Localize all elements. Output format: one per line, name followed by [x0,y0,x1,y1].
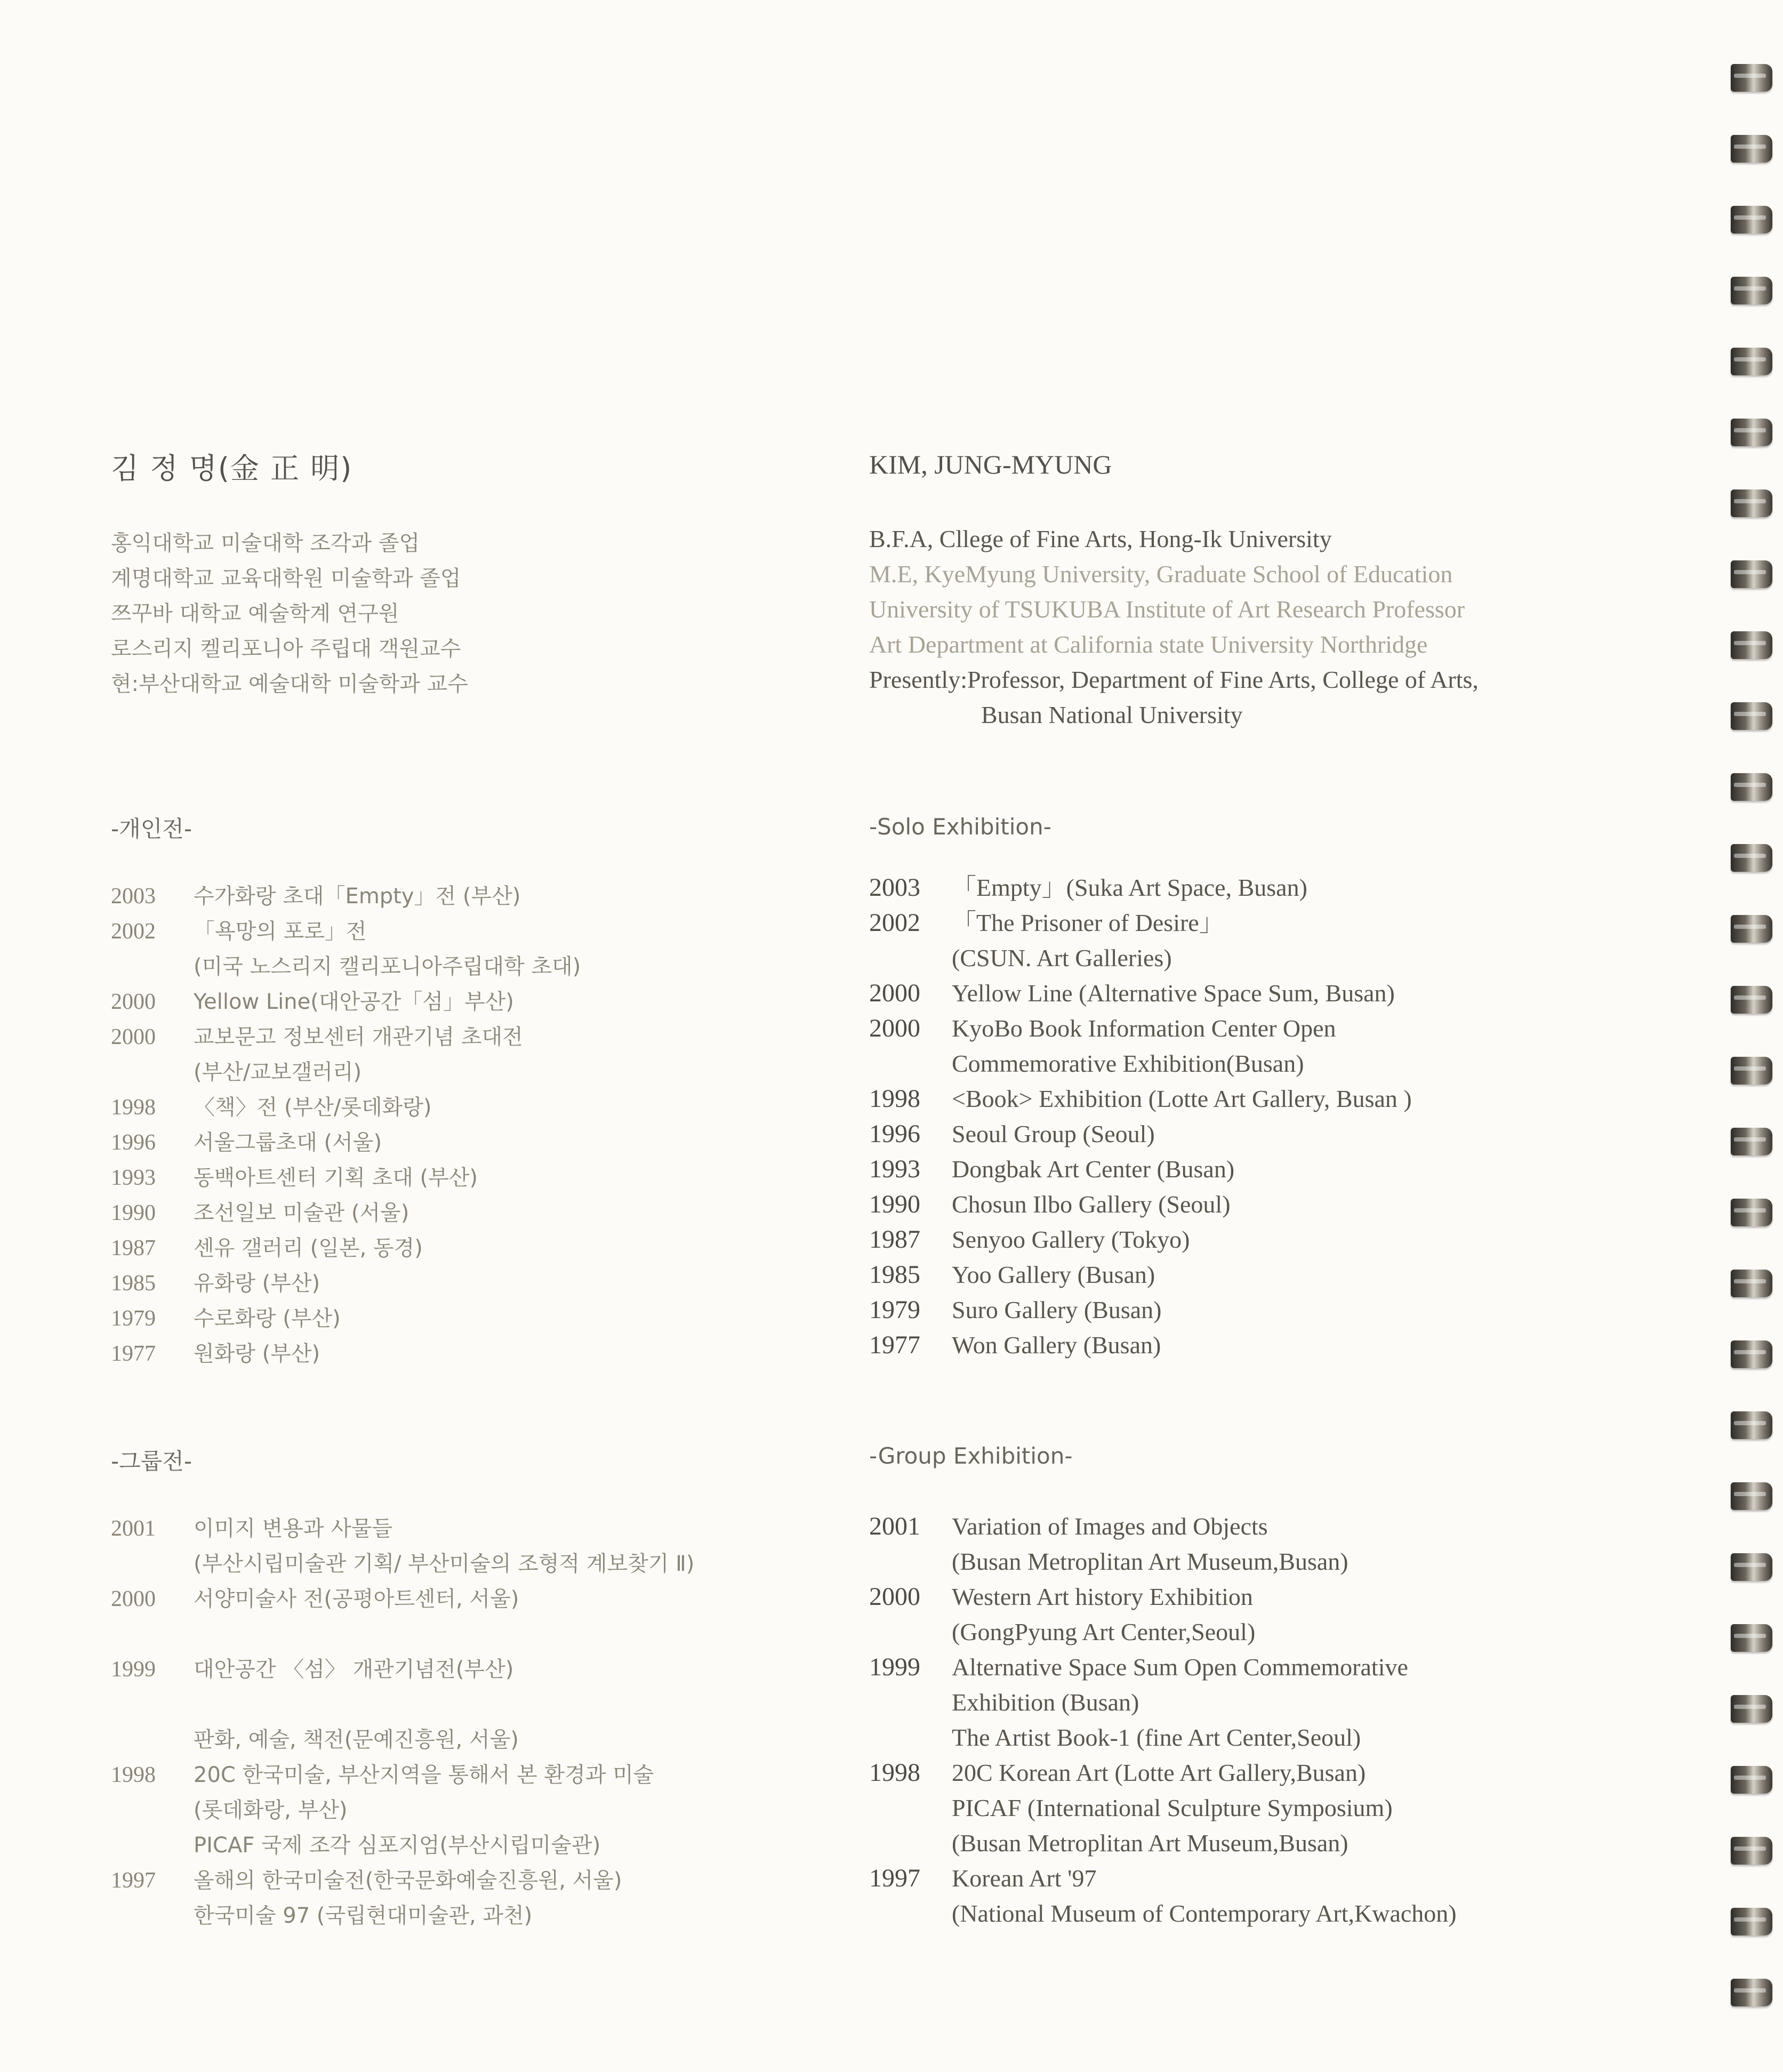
exhibition-entry [869,1081,1637,1117]
entry-text: 수가화랑 초대「Empty」전 (부산) [194,884,521,909]
entry-year: 1987 [869,1225,920,1254]
entry-text: 「욕망의 포로」전 [194,919,367,944]
exhibition-entry [869,941,1637,976]
binding-ring [1731,1057,1772,1085]
entry-text: Dongbak Art Center (Busan) [952,1155,1235,1183]
binding-ring [1731,773,1772,801]
education-item: University of TSUKUBA Institute of Art Research Professor [869,596,1465,623]
entry-text: Won Gallery (Busan) [952,1331,1161,1359]
entry-text: 서양미술사 전(공평아트센터, 서울) [194,1587,519,1611]
entry-year: 1979 [111,1306,156,1331]
exhibition-entry [869,1826,1637,1861]
entry-year: 1977 [869,1331,920,1359]
exhibition-entry [111,1828,847,1863]
binding-ring [1731,1553,1772,1581]
exhibition-entry [869,1117,1637,1152]
entry-year: 1998 [111,1763,156,1787]
exhibition-entry [111,1090,847,1125]
entry-year: 2000 [111,990,156,1014]
exhibition-entry [111,1336,847,1371]
binding-ring [1731,1270,1772,1297]
exhibition-entry [869,1861,1637,1896]
entry-year: 2000 [111,1587,156,1611]
entry-year: 2001 [869,1512,920,1540]
entry-year: 1996 [111,1130,156,1155]
group-list-korean [111,1511,847,1933]
exhibition-entry [869,1509,1637,1544]
binding-ring [1731,1695,1772,1723]
education-list-english [869,521,1479,733]
entry-year: 1987 [111,1236,156,1260]
entry-year: 1990 [111,1201,156,1225]
entry-text: (롯데화랑, 부산) [194,1798,348,1822]
entry-text: <Book> Exhibition (Lotte Art Gallery, Busan ) [952,1085,1412,1112]
exhibition-entry [869,1222,1637,1257]
binding-ring [1731,1624,1772,1652]
entry-text: Western Art history Exhibition [952,1583,1253,1610]
entry-text: 20C 한국미술, 부산지역을 통해서 본 환경과 미술 [194,1763,654,1787]
exhibition-entry [111,1511,847,1546]
entry-text: 〈책〉전 (부산/롯데화랑) [194,1095,432,1120]
exhibition-entry [869,1615,1637,1650]
entry-year: 1993 [111,1166,156,1190]
entry-text: 한국미술 97 (국립현대미술관, 과천) [194,1904,533,1928]
entry-text: 서울그룹초대 (서울) [194,1130,382,1155]
entry-year: 1998 [111,1095,156,1120]
entry-text: 대안공간 〈섬〉 개관기념전(부산) [194,1657,514,1682]
entry-year: 1996 [869,1120,920,1148]
exhibition-entry [111,1019,847,1055]
education-list-korean [111,526,468,702]
entry-year: 2002 [111,919,156,944]
binding-ring [1731,1199,1772,1226]
artist-name-english: KIM, JUNG-MYUNG [869,449,1112,479]
exhibition-entry [111,1195,847,1231]
binding-ring [1731,702,1772,730]
exhibition-entry [869,1187,1637,1222]
exhibition-entry [111,1231,847,1266]
exhibition-entry [869,905,1637,941]
exhibition-entry [869,976,1637,1011]
entry-text: (GongPyung Art Center,Seoul) [952,1618,1256,1645]
binding-ring [1731,419,1772,446]
entry-text: Chosun Ilbo Gallery (Seoul) [952,1191,1231,1218]
exhibition-entry [869,1011,1637,1046]
entry-year: 1998 [869,1085,920,1113]
exhibition-entry [111,984,847,1019]
binding-ring [1731,986,1772,1014]
group-list-english [869,1509,1637,1931]
group-heading-korean: -그룹전- [111,1448,192,1474]
exhibition-entry [111,1617,847,1652]
binding-ring [1731,915,1772,943]
exhibition-entry [111,1898,847,1933]
entry-text: Korean Art '97 [952,1865,1097,1892]
entry-text: 교보문고 정보센터 개관기념 초대전 [194,1025,523,1049]
education-item: M.E, KyeMyung University, Graduate School of Education [869,560,1453,588]
entry-text: 이미지 변용과 사물들 [194,1516,393,1541]
entry-text: 원화랑 (부산) [194,1342,320,1366]
education-item: B.F.A, Cllege of Fine Arts, Hong-Ik University [869,525,1332,552]
entry-text: (National Museum of Contemporary Art,Kwachon) [952,1900,1457,1927]
binding-ring [1731,844,1772,872]
entry-text: 동백아트센터 기획 초대 (부산) [194,1166,478,1190]
entry-text: Exhibition (Busan) [952,1689,1139,1716]
exhibition-entry [869,1790,1637,1826]
entry-text: Commemorative Exhibition(Busan) [952,1050,1304,1077]
exhibition-entry [111,1301,847,1336]
entry-year: 1997 [111,1868,156,1893]
entry-text: 판화, 예술, 책전(문예진흥원, 서울) [194,1728,519,1752]
entry-text: (CSUN. Art Galleries) [952,944,1172,971]
entry-year: 2003 [111,884,156,909]
binding-ring [1731,560,1772,588]
exhibition-entry [111,1793,847,1828]
exhibition-entry [111,949,847,984]
binding-ring [1731,277,1772,304]
entry-text: 센유 갤러리 (일본, 동경) [194,1236,423,1260]
entry-text: The Artist Book-1 (fine Art Center,Seoul) [952,1724,1361,1751]
entry-text: Yellow Line(대안공간「섬」부산) [194,990,514,1014]
exhibition-entry [111,1546,847,1581]
entry-year: 1985 [111,1271,156,1296]
exhibition-entry [111,1757,847,1793]
entry-text: PICAF 국제 조각 심포지엄(부산시립미술관) [194,1833,601,1858]
binding-ring [1731,489,1772,517]
binding-ring [1731,1837,1772,1865]
binding-ring [1731,1979,1772,2006]
exhibition-entry [869,1650,1637,1685]
exhibition-entry [869,1292,1637,1328]
entry-year: 2000 [111,1025,156,1049]
binding-ring [1731,1128,1772,1155]
education-item: Presently:Professor, Department of Fine Arts, College of Arts, [869,666,1479,693]
entry-text: PICAF (International Sculpture Symposium) [952,1794,1393,1821]
exhibition-entry [111,1160,847,1195]
exhibition-entry [869,1046,1637,1081]
entry-text: 수로화랑 (부산) [194,1306,341,1331]
entry-text: (부산시립미술관 기획/ 부산미술의 조형적 계보찾기 Ⅱ) [194,1552,695,1576]
solo-heading-english: -Solo Exhibition- [869,814,1051,840]
entry-text: Variation of Images and Objects [952,1513,1268,1540]
entry-text: KyoBo Book Information Center Open [952,1015,1336,1042]
exhibition-entry [111,1055,847,1090]
education-item: 현:부산대학교 예술대학 미술학과 교수 [111,672,468,696]
exhibition-entry [111,1722,847,1757]
exhibition-entry [111,914,847,949]
entry-text: 「The Prisoner of Desire」 [952,909,1224,936]
binding-ring [1731,1908,1772,1936]
entry-year: 1998 [869,1758,920,1787]
entry-year: 2000 [869,1583,920,1611]
binding-ring [1731,1482,1772,1510]
entry-year: 2001 [111,1516,156,1541]
entry-text: Yellow Line (Alternative Space Sum, Busan) [952,979,1395,1007]
exhibition-entry [869,1720,1637,1755]
binding-ring [1731,135,1772,163]
education-item: 홍익대학교 미술대학 조각과 졸업 [111,531,420,556]
exhibition-entry [111,1125,847,1160]
entry-text: Alternative Space Sum Open Commemorative [952,1653,1408,1681]
entry-text: (미국 노스리지 캘리포니아주립대학 초대) [194,954,581,979]
exhibition-entry [869,1544,1637,1579]
exhibition-entry [111,1581,847,1617]
artist-name-korean: 김 정 명(金 正 明) [111,452,353,485]
entry-year: 2003 [869,873,920,902]
binding-ring [1731,64,1772,92]
entry-year: 1977 [111,1342,156,1366]
education-item: 쯔꾸바 대학교 예술학계 연구원 [111,601,399,626]
education-item: 계명대학교 교육대학원 미술학과 졸업 [111,566,461,591]
exhibition-entry [111,879,847,914]
entry-text: (Busan Metroplitan Art Museum,Busan) [952,1829,1348,1857]
entry-text: Yoo Gallery (Busan) [952,1261,1155,1288]
entry-year: 2000 [869,979,920,1007]
exhibition-entry [869,1152,1637,1187]
solo-heading-korean: -개인전- [111,816,192,842]
entry-text: 20C Korean Art (Lotte Art Gallery,Busan) [952,1759,1366,1786]
entry-text: 「Empty」(Suka Art Space, Busan) [952,874,1307,901]
entry-year: 2000 [869,1014,920,1042]
binding-ring [1731,1340,1772,1368]
exhibition-entry [869,1685,1637,1720]
education-item: 로스리지 켈리포니아 주립대 객원교수 [111,637,461,661]
exhibition-entry [111,1687,847,1722]
entry-year: 1999 [111,1657,156,1682]
entry-year: 1985 [869,1260,920,1289]
entry-year: 1999 [869,1653,920,1681]
exhibition-entry [869,1257,1637,1292]
entry-year: 1997 [869,1864,920,1892]
entry-text: Senyoo Gallery (Tokyo) [952,1226,1190,1253]
exhibition-entry [869,1328,1637,1363]
entry-text: 유화랑 (부산) [194,1271,320,1296]
binding-ring [1731,206,1772,234]
solo-list-korean [111,879,847,1371]
entry-text: Suro Gallery (Busan) [952,1296,1162,1323]
entry-text: 올해의 한국미술전(한국문화예술진흥원, 서울) [194,1868,622,1893]
exhibition-entry [869,870,1637,905]
entry-text: Seoul Group (Seoul) [952,1120,1155,1147]
education-item: Art Department at California state University Northridge [869,631,1428,658]
entry-year: 1993 [869,1155,920,1183]
education-item: Busan National University [981,701,1243,728]
entry-text: 조선일보 미술관 (서울) [194,1201,409,1225]
binding-ring [1731,1766,1772,1794]
binding-ring [1731,1411,1772,1439]
binding-ring [1731,631,1772,659]
exhibition-entry [869,1755,1637,1790]
exhibition-entry [111,1863,847,1898]
entry-text: (부산/교보갤러리) [194,1060,362,1085]
solo-list-english [869,870,1637,1363]
binding-ring [1731,348,1772,375]
exhibition-entry [111,1652,847,1687]
entry-text: (Busan Metroplitan Art Museum,Busan) [952,1548,1348,1575]
entry-year: 1979 [869,1296,920,1324]
exhibition-entry [869,1579,1637,1615]
exhibition-entry [869,1896,1637,1931]
group-heading-english: -Group Exhibition- [869,1443,1073,1469]
entry-year: 2002 [869,909,920,937]
entry-year: 1990 [869,1190,920,1218]
exhibition-entry [111,1266,847,1301]
